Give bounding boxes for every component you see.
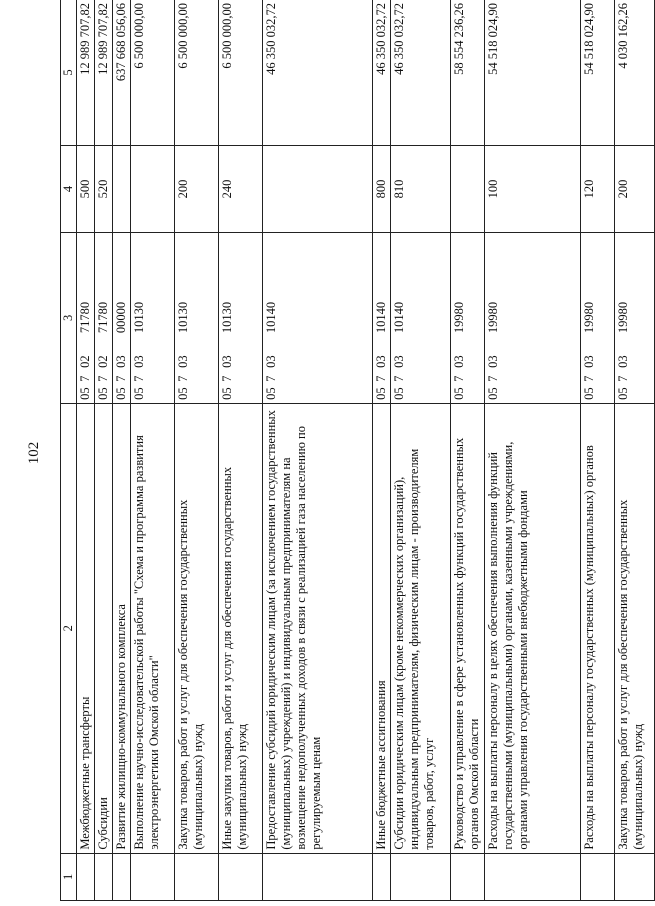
code-part: 7 <box>374 375 388 382</box>
item-name-cell: Иные бюджетные ассигнования <box>373 403 391 853</box>
item-name-cell: Расходы на выплаты персоналу государственных (муниципальных) органов <box>581 403 615 853</box>
code-part: 05 <box>78 387 92 400</box>
code-part: 7 <box>616 375 630 382</box>
item-name-cell: Иные закупки товаров, работ и услуг для обеспечения государственных (муниципальных) нужд <box>219 403 263 853</box>
amount-cell: 6 500 000,00 <box>219 0 263 146</box>
classification-code-cell <box>95 232 113 403</box>
row-index-cell <box>175 853 219 900</box>
table-row <box>615 0 655 901</box>
table-row <box>581 0 615 901</box>
code-part: 03 <box>264 355 278 368</box>
table-row <box>95 0 113 901</box>
code-part: 00000 <box>114 301 128 334</box>
row-index-cell <box>77 853 95 900</box>
code-part: 05 <box>132 387 146 400</box>
table-row <box>451 0 485 901</box>
code-part: 03 <box>176 355 190 368</box>
table-row <box>77 0 95 901</box>
table-row <box>263 0 373 901</box>
item-name-cell: Развитие жилищно-коммунального комплекса <box>113 403 131 853</box>
code-part: 7 <box>220 375 234 382</box>
expense-type-cell <box>113 146 131 233</box>
expense-type-cell <box>451 146 485 233</box>
code-part: 7 <box>392 375 406 382</box>
code-part: 03 <box>616 355 630 368</box>
code-part: 71780 <box>78 301 92 334</box>
expense-type-cell: 200 <box>175 146 219 233</box>
row-index-cell <box>219 853 263 900</box>
item-name-cell: Предоставление субсидий юридическим лицам (за исключением государственных (муниципальных) учреждений) и индивидуальным предпринимателям на возмещение недополученных доходов в связи с реализацией газа населению по регулируемым ценам <box>263 403 373 853</box>
code-part: 10130 <box>176 301 190 334</box>
table-row <box>391 0 451 901</box>
code-part: 19980 <box>582 301 596 334</box>
code-part: 05 <box>452 387 466 400</box>
row-index-cell <box>391 853 451 900</box>
column-header: 5 <box>61 0 77 146</box>
table-row <box>113 0 131 901</box>
item-name-cell: Субсидии <box>95 403 113 853</box>
table-header-row <box>61 0 77 901</box>
code-part: 05 <box>220 387 234 400</box>
code-part: 05 <box>392 387 406 400</box>
item-name-cell: Расходы на выплаты персоналу в целях обеспечения выполнения функций государственными (муниципальными) органами, казенными учреждениями, органами управления государственными внебюджетными фондами <box>485 403 581 853</box>
column-header: 3 <box>61 232 77 403</box>
code-part: 05 <box>616 387 630 400</box>
expense-type-cell: 800 <box>373 146 391 233</box>
code-part: 7 <box>582 375 596 382</box>
classification-code-cell <box>113 232 131 403</box>
code-part: 7 <box>114 375 128 382</box>
item-name-cell: Межбюджетные трансферты <box>77 403 95 853</box>
code-part: 10140 <box>374 301 388 334</box>
code-part: 7 <box>176 375 190 382</box>
table-row <box>219 0 263 901</box>
code-part: 05 <box>582 387 596 400</box>
code-part: 10130 <box>220 301 234 334</box>
code-part: 10130 <box>132 301 146 334</box>
row-index-cell <box>451 853 485 900</box>
classification-code-cell <box>219 232 263 403</box>
code-part: 19980 <box>616 301 630 334</box>
table-row <box>485 0 581 901</box>
amount-cell: 12 989 707,82 <box>95 0 113 146</box>
code-part: 7 <box>132 375 146 382</box>
classification-code-cell <box>485 232 581 403</box>
amount-cell: 12 989 707,82 <box>77 0 95 146</box>
code-part: 02 <box>78 355 92 368</box>
classification-code-cell <box>615 232 655 403</box>
code-part: 03 <box>452 355 466 368</box>
code-part: 05 <box>176 387 190 400</box>
code-part: 7 <box>96 375 110 382</box>
item-name-cell: Субсидии юридическим лицам (кроме некоммерческих организаций), индивидуальным предпринимателям, физическим лицам - производителям товаров, работ, услуг <box>391 403 451 853</box>
amount-cell: 46 350 032,72 <box>263 0 373 146</box>
item-name-cell: Выполнение научно-исследовательской работы "Схема и программа развития электроэнергетики Омской области" <box>131 403 175 853</box>
classification-code-cell <box>581 232 615 403</box>
table-row <box>131 0 175 901</box>
budget-table <box>60 0 655 901</box>
amount-cell: 637 668 056,06 <box>113 0 131 146</box>
amount-cell: 6 500 000,00 <box>175 0 219 146</box>
column-header: 2 <box>61 403 77 853</box>
code-part: 03 <box>132 355 146 368</box>
expense-type-cell <box>263 146 373 233</box>
code-part: 10140 <box>264 301 278 334</box>
amount-cell: 46 350 032,72 <box>391 0 451 146</box>
row-index-cell <box>373 853 391 900</box>
code-part: 05 <box>114 387 128 400</box>
page-number: 102 <box>26 441 42 465</box>
item-name-cell: Закупка товаров, работ и услуг для обеспечения государственных (муниципальных) нужд <box>175 403 219 853</box>
row-index-cell <box>95 853 113 900</box>
amount-cell: 46 350 032,72 <box>373 0 391 146</box>
code-part: 03 <box>486 355 500 368</box>
expense-type-cell: 810 <box>391 146 451 233</box>
item-name-cell: Руководство и управление в сфере установленных функций государственных органов Омской области <box>451 403 485 853</box>
classification-code-cell <box>175 232 219 403</box>
code-part: 7 <box>264 375 278 382</box>
code-part: 19980 <box>486 301 500 334</box>
code-part: 03 <box>220 355 234 368</box>
classification-code-cell <box>391 232 451 403</box>
code-part: 03 <box>374 355 388 368</box>
classification-code-cell <box>373 232 391 403</box>
amount-cell: 58 554 236,26 <box>451 0 485 146</box>
row-index-cell <box>485 853 581 900</box>
expense-type-cell: 200 <box>615 146 655 233</box>
expense-type-cell: 100 <box>485 146 581 233</box>
expense-type-cell <box>131 146 175 233</box>
code-part: 05 <box>264 387 278 400</box>
table-row <box>373 0 391 901</box>
code-part: 71780 <box>96 301 110 334</box>
expense-type-cell: 520 <box>95 146 113 233</box>
amount-cell: 6 500 000,00 <box>131 0 175 146</box>
table-row <box>175 0 219 901</box>
column-header: 4 <box>61 146 77 233</box>
code-part: 05 <box>486 387 500 400</box>
code-part: 03 <box>582 355 596 368</box>
amount-cell: 54 518 024,90 <box>581 0 615 146</box>
row-index-cell <box>131 853 175 900</box>
expense-type-cell: 500 <box>77 146 95 233</box>
expense-type-cell: 240 <box>219 146 263 233</box>
code-part: 7 <box>486 375 500 382</box>
classification-code-cell <box>451 232 485 403</box>
row-index-cell <box>113 853 131 900</box>
row-index-cell <box>615 853 655 900</box>
row-index-cell <box>263 853 373 900</box>
code-part: 10140 <box>392 301 406 334</box>
code-part: 05 <box>96 387 110 400</box>
code-part: 19980 <box>452 301 466 334</box>
classification-code-cell <box>131 232 175 403</box>
item-name-cell: Закупка товаров, работ и услуг для обеспечения государственных (муниципальных) нужд <box>615 403 655 853</box>
classification-code-cell <box>77 232 95 403</box>
code-part: 02 <box>96 355 110 368</box>
code-part: 05 <box>374 387 388 400</box>
row-index-cell <box>581 853 615 900</box>
code-part: 03 <box>392 355 406 368</box>
amount-cell: 54 518 024,90 <box>485 0 581 146</box>
code-part: 7 <box>78 375 92 382</box>
classification-code-cell <box>263 232 373 403</box>
code-part: 7 <box>452 375 466 382</box>
code-part: 03 <box>114 355 128 368</box>
expense-type-cell: 120 <box>581 146 615 233</box>
amount-cell: 4 030 162,26 <box>615 0 655 146</box>
column-header: 1 <box>61 853 77 900</box>
